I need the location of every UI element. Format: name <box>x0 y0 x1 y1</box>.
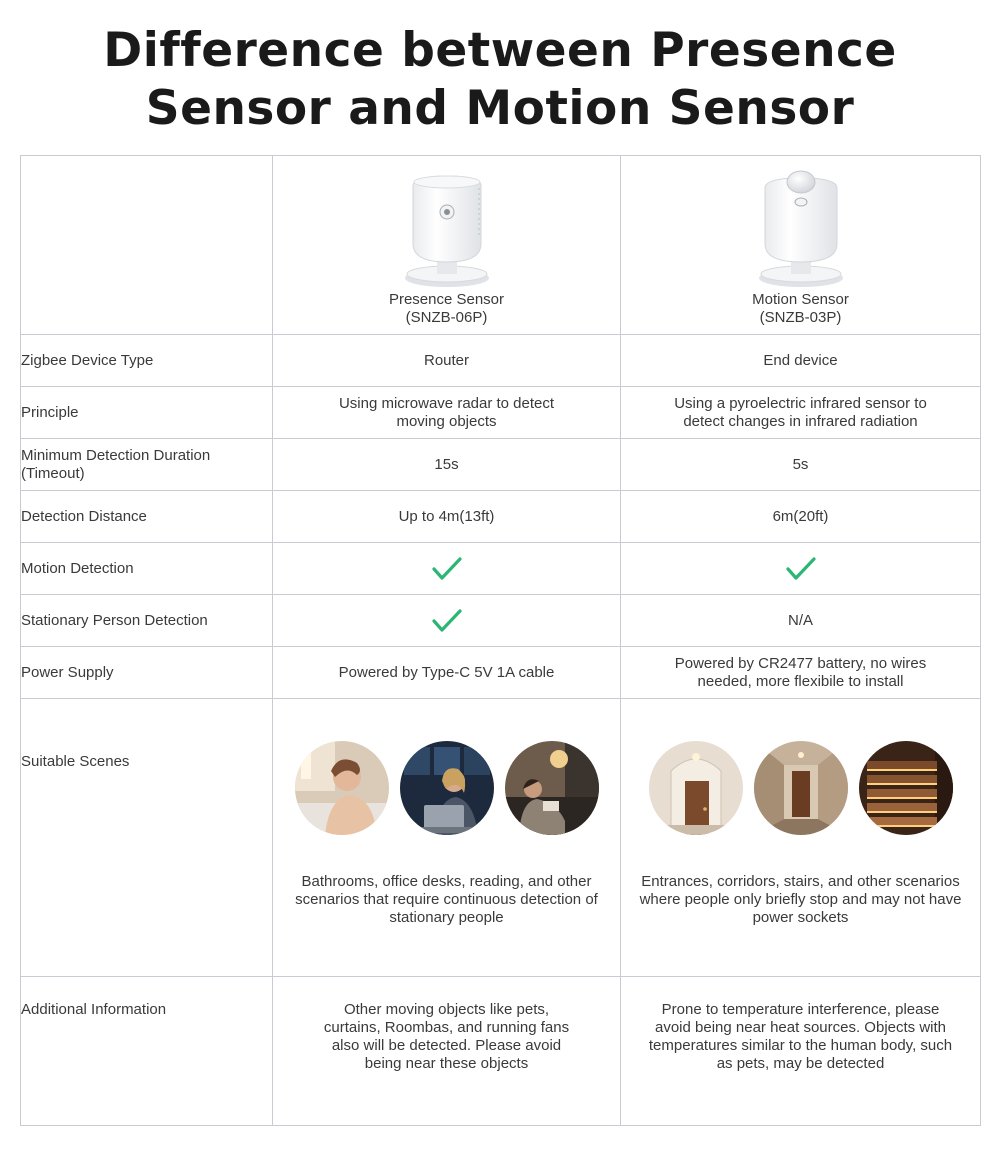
row-motion-detection <box>21 543 981 595</box>
row-suitable-scenes <box>21 699 981 977</box>
row-label: Zigbee Device Type <box>21 335 273 387</box>
presence-value: Up to 4m(13ft) <box>273 491 621 543</box>
motion-value: 5s <box>621 439 981 491</box>
row-detection-distance <box>21 491 981 543</box>
row-label: Suitable Scenes <box>21 699 273 977</box>
row-label: Principle <box>21 387 273 439</box>
presence-sensor-name: Presence Sensor <box>388 291 505 308</box>
motion-scene-images <box>621 741 980 835</box>
presence-scenes-text: Bathrooms, office desks, reading, and other scenarios that require continuous detection of stationary people <box>295 872 598 926</box>
row-principle <box>21 387 981 439</box>
motion-value: Using a pyroelectric infrared sensor to detect changes in infrared radiation <box>621 387 981 439</box>
presence-value <box>273 595 621 647</box>
row-label: Minimum Detection Duration (Timeout) <box>21 439 273 491</box>
motion-sensor-device-image <box>751 166 851 291</box>
presence-value: Other moving objects like pets, curtains, Roombas, and running fans also will be detected. Please avoid being near these objects <box>273 977 621 1126</box>
check-icon <box>431 556 463 582</box>
presence-value <box>273 699 621 977</box>
motion-value: End device <box>621 335 981 387</box>
page-title-line-2: Sensor and Motion Sensor <box>145 81 855 136</box>
motion-value: 6m(20ft) <box>621 491 981 543</box>
motion-value <box>621 543 981 595</box>
check-icon <box>785 556 817 582</box>
bathroom-scene-image <box>295 741 389 835</box>
office-desk-scene-image <box>400 741 494 835</box>
row-label: Power Supply <box>21 647 273 699</box>
row-label: Detection Distance <box>21 491 273 543</box>
motion-value: Prone to temperature interference, please avoid being near heat sources. Objects with temperatures similar to the human body, such as pets, may be detected <box>621 977 981 1126</box>
product-presence-cell <box>273 156 621 335</box>
row-timeout <box>21 439 981 491</box>
motion-sensor-model: (SNZB-03P) <box>759 309 842 326</box>
entrance-scene-image <box>649 741 743 835</box>
page-title-line-1: Difference between Presence <box>103 23 897 78</box>
motion-scenes-text: Entrances, corridors, stairs, and other scenarios where people only briefly stop and may not have power sockets <box>639 872 962 926</box>
presence-sensor-model: (SNZB-06P) <box>405 309 488 326</box>
motion-value <box>621 699 981 977</box>
empty-header-cell <box>21 156 273 335</box>
comparison-table <box>20 155 981 1126</box>
presence-scene-images <box>273 741 620 835</box>
row-stationary-person-detection <box>21 595 981 647</box>
corridor-scene-image <box>754 741 848 835</box>
motion-value: Powered by CR2477 battery, no wires needed, more flexibile to install <box>621 647 981 699</box>
check-icon <box>431 608 463 634</box>
row-label: Stationary Person Detection <box>21 595 273 647</box>
page-title <box>0 22 1000 138</box>
motion-value: N/A <box>621 595 981 647</box>
product-motion-cell <box>621 156 981 335</box>
motion-sensor-name: Motion Sensor <box>752 291 849 308</box>
row-label: Motion Detection <box>21 543 273 595</box>
product-header-row <box>21 156 981 335</box>
row-power-supply <box>21 647 981 699</box>
row-additional-information <box>21 977 981 1126</box>
presence-value: Router <box>273 335 621 387</box>
presence-sensor-device-image <box>397 166 497 291</box>
stairs-scene-image <box>859 741 953 835</box>
row-zigbee-device-type <box>21 335 981 387</box>
presence-value: 15s <box>273 439 621 491</box>
presence-value <box>273 543 621 595</box>
presence-value: Powered by Type-C 5V 1A cable <box>273 647 621 699</box>
presence-value: Using microwave radar to detect moving objects <box>273 387 621 439</box>
row-label: Additional Information <box>21 977 273 1126</box>
reading-scene-image <box>505 741 599 835</box>
